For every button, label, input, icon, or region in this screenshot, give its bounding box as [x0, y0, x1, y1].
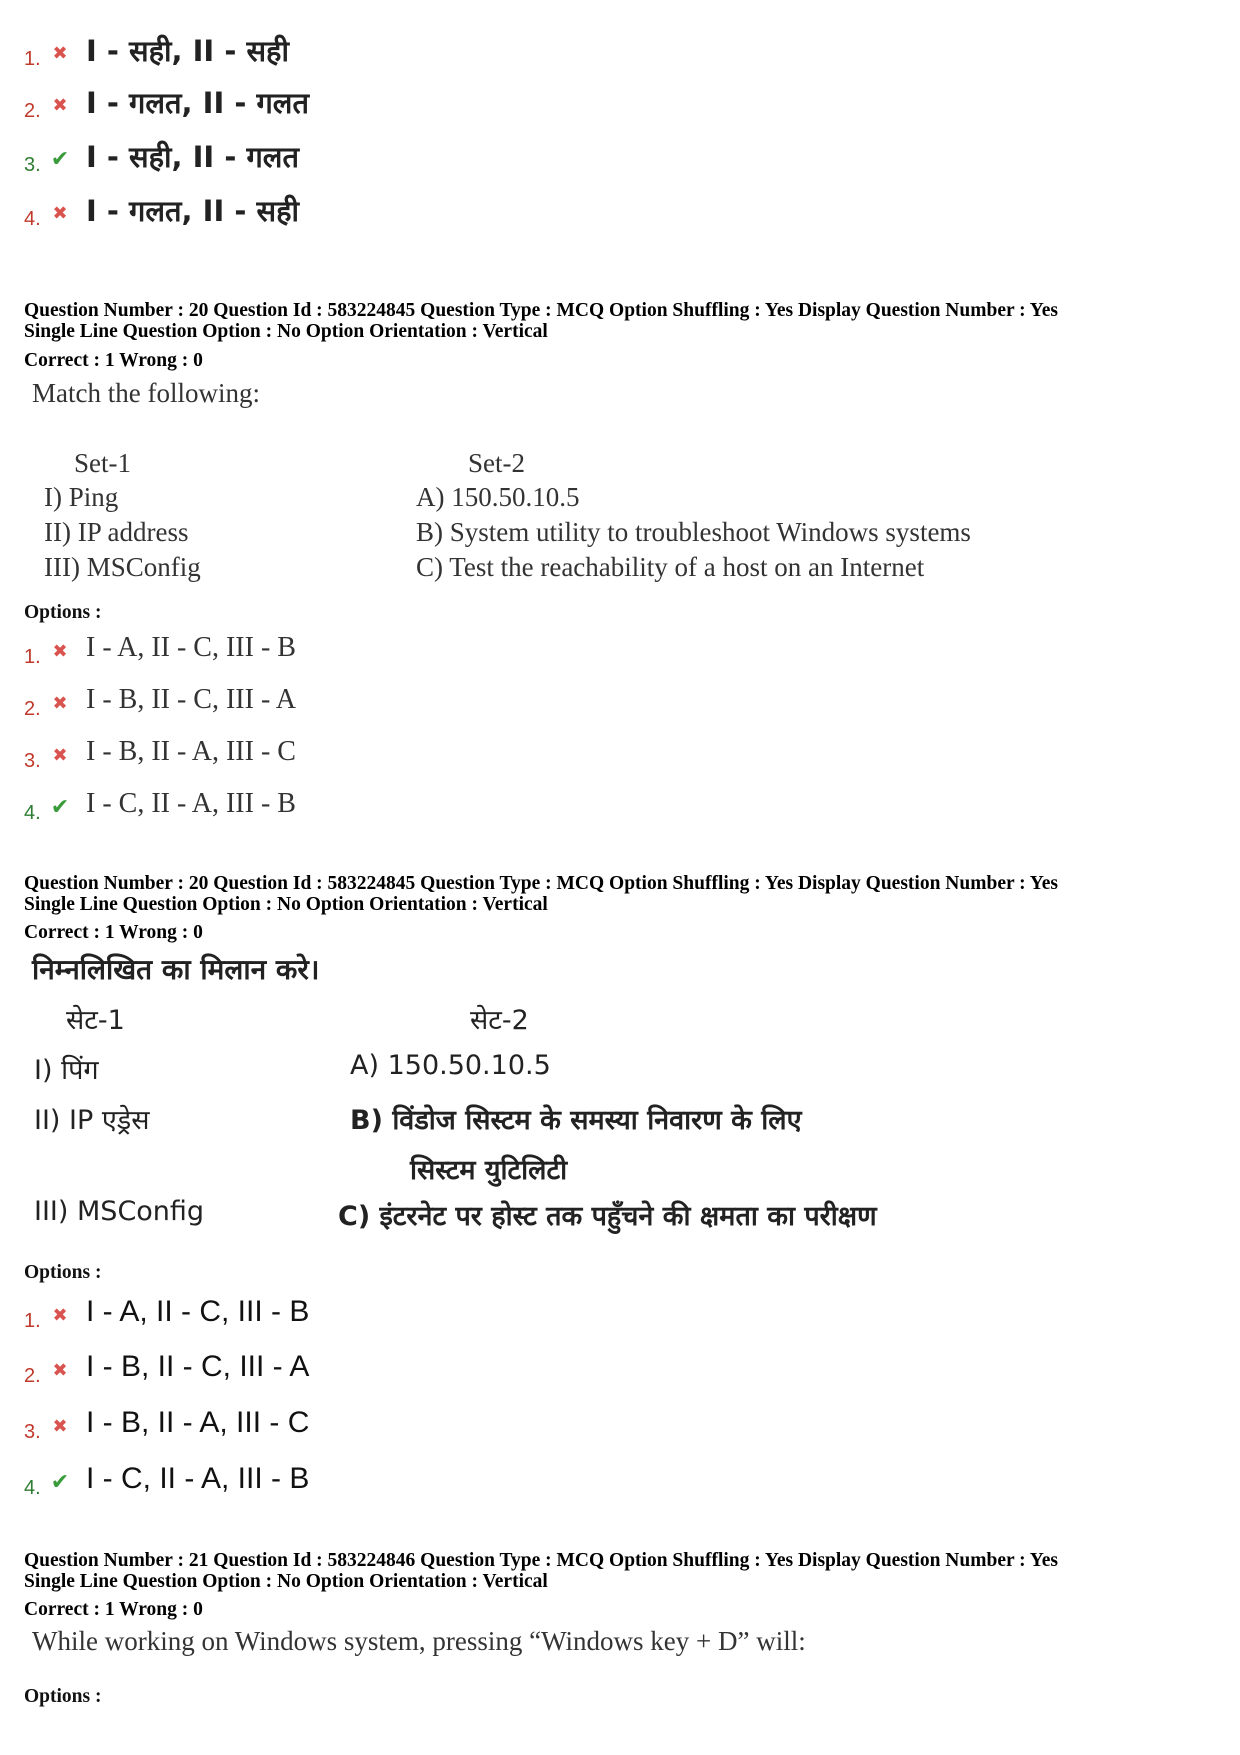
option-number: 2. — [24, 1364, 41, 1387]
question-text: निम्नलिखित का मिलान करे। — [32, 953, 320, 986]
options-label: Options : — [24, 602, 102, 623]
set2-item-continued: सिस्टम युटिलिटी — [410, 1155, 568, 1186]
question-text: While working on Windows system, pressing “Windows key + D” will: — [32, 1626, 806, 1656]
question-meta — [24, 300, 1058, 342]
check-icon: ✔ — [50, 794, 70, 820]
meta-line-1: Question Number : 21 Question Id : 583224846 Question Type : MCQ Option Shuffling : Yes Display Question Number : Yes — [24, 1550, 1058, 1571]
set2-item: A) 150.50.10.5 — [350, 1050, 551, 1081]
options-label: Options : — [24, 1262, 102, 1283]
option-text: I - B, II - A, III - C — [86, 1406, 310, 1439]
cross-icon: ✖ — [52, 692, 68, 714]
cross-icon: ✖ — [52, 640, 68, 662]
meta-line-2: Single Line Question Option : No Option Orientation : Vertical — [24, 1571, 548, 1592]
option-text: I - B, II - A, III - C — [86, 736, 296, 767]
score-meta: Correct : 1 Wrong : 0 — [24, 922, 203, 943]
option-text: I - B, II - C, III - A — [86, 684, 296, 715]
cross-icon: ✖ — [52, 1359, 68, 1381]
set1-item: I) Ping — [44, 482, 119, 512]
option-number: 3. — [24, 153, 41, 176]
question-meta — [24, 1550, 1058, 1592]
set1-header: Set-1 — [74, 448, 131, 478]
option-number: 1. — [24, 645, 41, 668]
option-number: 3. — [24, 1420, 41, 1443]
prev-option-3 — [24, 132, 299, 180]
option-number: 3. — [24, 749, 41, 772]
option-3 — [24, 728, 296, 776]
option-number: 2. — [24, 99, 41, 122]
option-3 — [24, 1399, 309, 1447]
cross-icon: ✖ — [52, 1415, 68, 1437]
option-4 — [24, 1455, 309, 1503]
option-number: 4. — [24, 207, 41, 230]
check-icon: ✔ — [50, 1469, 70, 1495]
option-1 — [24, 1288, 309, 1336]
option-1 — [24, 624, 296, 672]
cross-icon: ✖ — [52, 744, 68, 766]
cross-icon: ✖ — [52, 202, 68, 224]
set1-item: III) MSConfig — [44, 552, 201, 582]
cross-icon: ✖ — [52, 42, 68, 64]
option-number: 1. — [24, 1309, 41, 1332]
question-text: Match the following: — [32, 378, 260, 408]
option-number: 4. — [24, 801, 41, 824]
score-meta: Correct : 1 Wrong : 0 — [24, 350, 203, 371]
set2-header: सेट-2 — [470, 1005, 529, 1036]
question-meta — [24, 873, 1058, 915]
option-2 — [24, 676, 296, 724]
meta-line-1: Question Number : 20 Question Id : 583224845 Question Type : MCQ Option Shuffling : Yes Display Question Number : Yes — [24, 873, 1058, 894]
set1-item: II) IP address — [44, 517, 189, 547]
prev-option-2 — [24, 78, 309, 126]
option-text: I - A, II - C, III - B — [86, 632, 296, 663]
set2-item: C) Test the reachability of a host on an Internet — [416, 552, 925, 582]
option-text: I - A, II - C, III - B — [86, 1295, 310, 1328]
score-meta: Correct : 1 Wrong : 0 — [24, 1599, 203, 1620]
option-text: I - सही, II - गलत — [86, 139, 299, 174]
set1-item: III) MSConfig — [34, 1196, 205, 1227]
option-4 — [24, 780, 296, 828]
set1-item: II) IP एड्रेस — [34, 1105, 150, 1136]
check-icon: ✔ — [50, 146, 70, 172]
meta-line-1: Question Number : 20 Question Id : 583224845 Question Type : MCQ Option Shuffling : Yes Display Question Number : Yes — [24, 300, 1058, 321]
prev-option-4 — [24, 186, 299, 234]
cross-icon: ✖ — [52, 94, 68, 116]
set2-item: C) इंटरनेट पर होस्ट तक पहुँचने की क्षमता का परीक्षण — [338, 1201, 877, 1232]
meta-line-2: Single Line Question Option : No Option Orientation : Vertical — [24, 894, 548, 915]
set2-item: A) 150.50.10.5 — [416, 482, 580, 512]
option-text: I - गलत, II - सही — [86, 193, 299, 228]
option-text: I - सही, II - सही — [86, 33, 289, 68]
option-text: I - C, II - A, III - B — [86, 788, 296, 819]
set2-item: B) System utility to troubleshoot Windows systems — [416, 517, 971, 547]
option-2 — [24, 1343, 309, 1391]
option-number: 4. — [24, 1476, 41, 1499]
set2-header: Set-2 — [468, 448, 525, 478]
meta-line-2: Single Line Question Option : No Option Orientation : Vertical — [24, 321, 548, 342]
set1-item: I) पिंग — [34, 1055, 99, 1086]
option-text: I - गलत, II - गलत — [86, 85, 309, 120]
option-number: 1. — [24, 47, 41, 70]
set2-item: B) विंडोज सिस्टम के समस्या निवारण के लिए — [350, 1105, 802, 1136]
cross-icon: ✖ — [52, 1304, 68, 1326]
option-text: I - B, II - C, III - A — [86, 1350, 310, 1383]
option-number: 2. — [24, 697, 41, 720]
options-label: Options : — [24, 1686, 102, 1707]
option-text: I - C, II - A, III - B — [86, 1462, 310, 1495]
prev-option-1 — [24, 26, 289, 74]
set1-header: सेट-1 — [66, 1005, 125, 1036]
